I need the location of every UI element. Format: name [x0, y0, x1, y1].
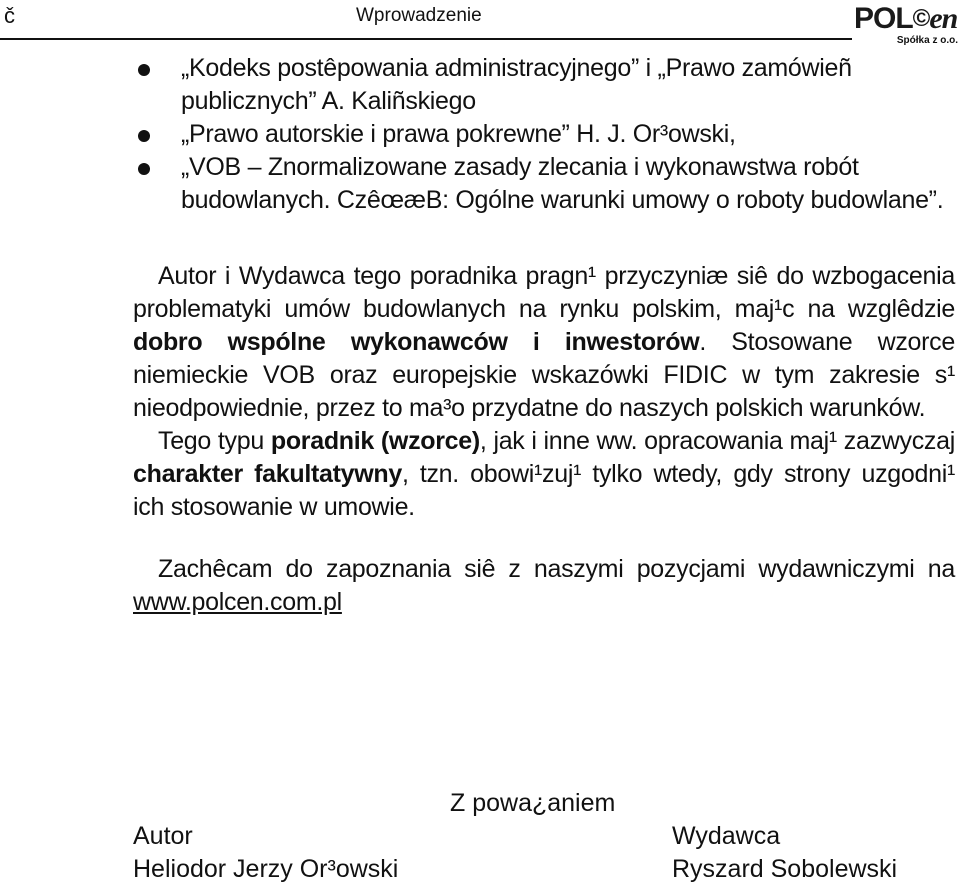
bullet-icon: [138, 130, 150, 142]
bullet-icon: [138, 64, 150, 76]
text-run: Zachêcam do zapoznania siê z naszymi pozycjami wydawniczymi na: [158, 555, 955, 583]
running-title: Wprowadzenie: [356, 5, 482, 26]
header-rule: [0, 38, 852, 40]
text-run: Tego typu: [158, 427, 271, 455]
publisher-name: Ryszard Sobolewski: [672, 855, 898, 883]
page-number: č: [4, 3, 15, 28]
reference-list: [133, 52, 955, 217]
author-role: Autor: [133, 822, 193, 850]
emphasis-text: charakter fakultatywny: [133, 460, 402, 488]
text-run: , jak i inne ww. opracowania maj¹ zazwyczaj: [479, 427, 955, 455]
bullet-icon: [138, 163, 150, 175]
emphasis-text: poradnik (wzorce): [270, 427, 480, 455]
text-run: . Stosowane wzorce niemieckie VOB oraz europejskie wskazówki FIDIC w tym zakresie s¹ nieodpowiednie, przez to ma³o przydatne do naszych polskich warunków.: [133, 328, 955, 422]
text-run: , tzn. obowi¹zuj¹ tylko wtedy, gdy strony uzgodni¹ ich stosowanie w umowie.: [133, 460, 955, 521]
author-name: Heliodor Jerzy Or³owski: [133, 855, 399, 883]
list-item: [133, 151, 955, 217]
emphasis-text: dobro wspólne wykonawców i inwestorów: [133, 328, 700, 356]
closing-salutation: Z powa¿aniem: [450, 789, 616, 817]
publisher-role: Wydawca: [672, 822, 781, 850]
publisher-logo: [854, 2, 958, 50]
author-paragraph: [133, 260, 955, 425]
publisher-signature: [672, 820, 897, 886]
page-header: [0, 0, 960, 45]
reference-text: „VOB – Znormalizowane zasady zlecania i wykonawstwa robót budowlanych. CzêœæB: Ogólne warunki umowy o roboty budowlane”.: [181, 153, 944, 214]
guide-paragraph: [133, 425, 955, 524]
invitation-paragraph: [133, 553, 955, 619]
page-content: [133, 52, 955, 619]
text-run: Autor i Wydawca tego poradnika pragn¹ przyczyniæ siê do wzbogacenia problematyki umów budowlanych na rynku polskim, maj¹c na wzglêdzie: [133, 262, 955, 323]
author-signature: [133, 820, 398, 886]
logo-wordmark: POL©en: [854, 2, 958, 35]
list-item: [133, 118, 955, 151]
reference-text: „Kodeks postêpowania administracyjnego” i „Prawo zamówieñ publicznych” A. Kaliñskiego: [181, 54, 852, 115]
list-item: [133, 52, 955, 118]
website-link[interactable]: www.polcen.com.pl: [133, 588, 342, 616]
reference-text: „Prawo autorskie i prawa pokrewne” H. J. Or³owski,: [181, 120, 736, 148]
logo-subtitle: Spółka z o.o.: [896, 35, 958, 46]
